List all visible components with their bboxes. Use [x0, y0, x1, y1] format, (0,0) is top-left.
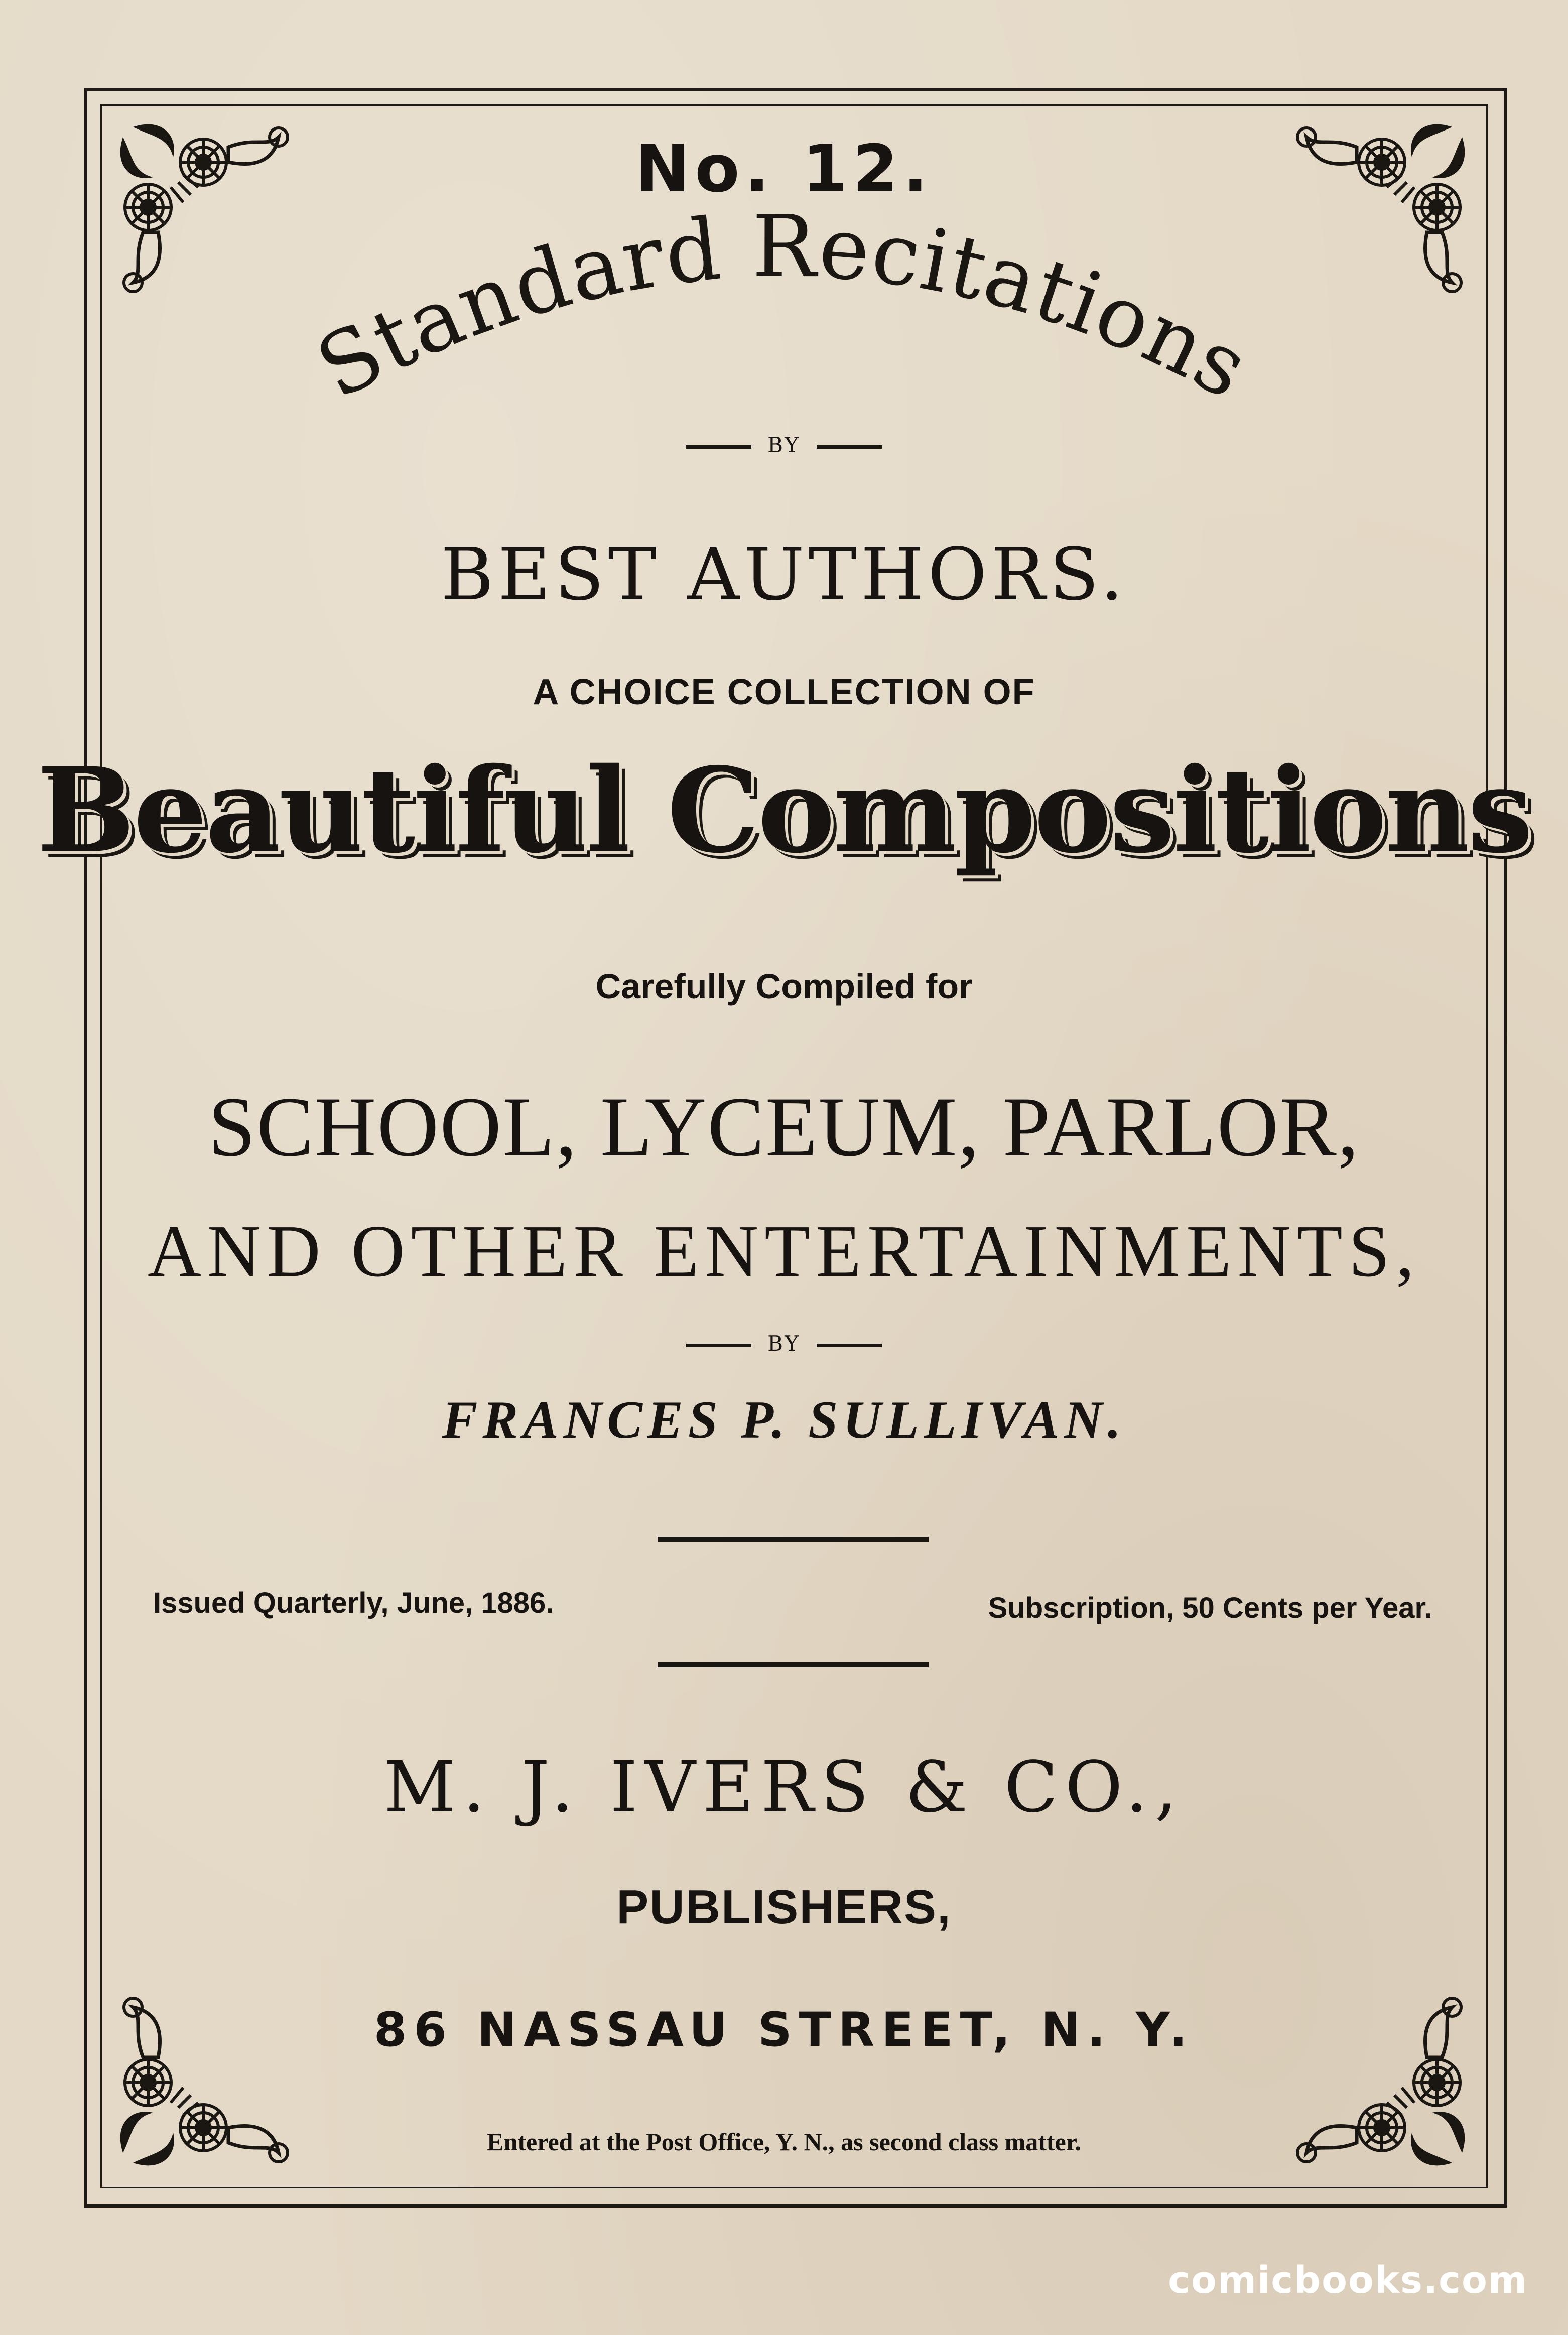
collection-line: A CHOICE COLLECTION OF [533, 672, 1035, 712]
divider-rule [658, 1662, 929, 1667]
watermark: comicbooks.com [1168, 2259, 1528, 2302]
publisher-address: 86 NASSAU STREET, N. Y. [373, 2003, 1195, 2057]
by-separator [0, 1331, 1568, 1356]
publishers-label: PUBLISHERS, [616, 1880, 952, 1934]
venues-line: SCHOOL, LYCEUM, PARLOR, [208, 1080, 1360, 1174]
author-name: FRANCES P. SULLIVAN. [442, 1390, 1126, 1449]
publisher-name: M. J. IVERS & CO., [383, 1747, 1185, 1829]
issue-date: Issued Quarterly, June, 1886. [153, 1587, 554, 1619]
main-title: Beautiful Compositions [37, 742, 1531, 879]
postal-notice: Entered at the Post Office, Y. N., as second class matter. [487, 2128, 1081, 2156]
divider-rule [658, 1537, 929, 1542]
by-separator [0, 433, 1568, 457]
issue-number: No. 12. [635, 131, 933, 207]
by-label: BY [767, 1331, 801, 1356]
series-title: Standard Recitations [301, 211, 1265, 419]
entertainments-line: AND OTHER ENTERTAINMENTS, [147, 1210, 1421, 1292]
compiled-line: Carefully Compiled for [595, 967, 973, 1006]
subtitle: BEST AUTHORS. [440, 532, 1128, 616]
by-label: BY [767, 433, 801, 457]
svg-text:Standard Recitations [302, 211, 1265, 419]
subscription-price: Subscription, 50 Cents per Year. [988, 1592, 1432, 1624]
